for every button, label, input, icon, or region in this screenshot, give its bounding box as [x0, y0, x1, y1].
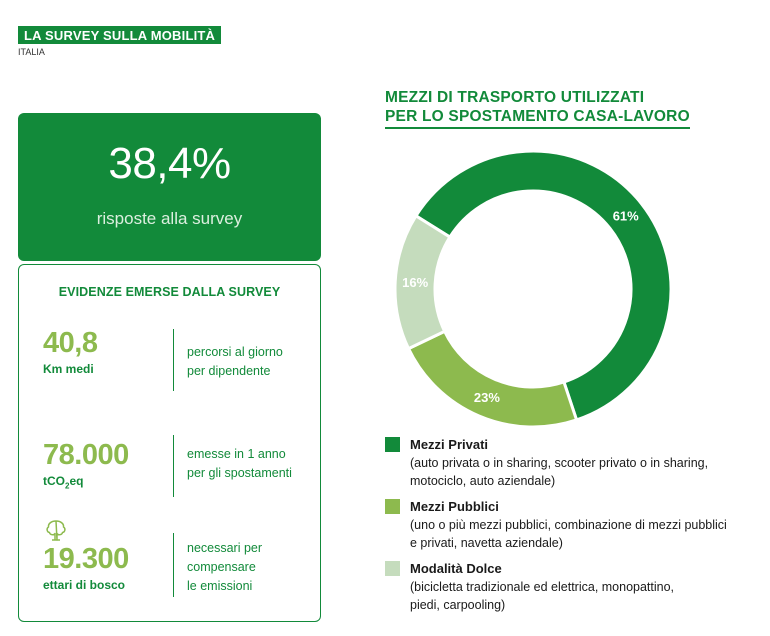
kpi-value: 38,4% [108, 139, 231, 188]
metric-description [187, 343, 283, 381]
metric-row-km [19, 329, 320, 409]
metric-row-forest [19, 517, 320, 597]
metric-value: 19.300 [43, 543, 129, 575]
donut-slice-pubblici [409, 331, 577, 427]
metric-value: 40,8 [43, 327, 98, 359]
legend-desc: piedi, carpooling) [410, 598, 506, 612]
header [18, 26, 221, 57]
divider [173, 329, 174, 391]
donut-chart [379, 148, 679, 438]
legend-desc: (uno o più mezzi pubblici, combinazione di mezzi pubblici [410, 518, 727, 532]
legend-desc: motociclo, auto aziendale) [410, 474, 556, 488]
desc-line: percorsi al giorno [187, 345, 283, 359]
evidence-panel [18, 264, 321, 622]
metric-description [187, 445, 292, 483]
kpi-label: risposte alla survey [96, 209, 243, 228]
slice-label-privati: 61% [612, 208, 639, 224]
desc-line: le emissioni [187, 579, 253, 593]
metric-value: 78.000 [43, 439, 129, 471]
header-tag: LA SURVEY SULLA MOBILITÀ [18, 26, 221, 44]
metric-forest [43, 545, 129, 592]
chart-title [385, 88, 690, 126]
metric-unit: tCO$_2$eq [43, 474, 84, 491]
metric-unit: Km medi [43, 362, 94, 376]
desc-line: per dipendente [187, 364, 271, 378]
metric-co2 [43, 441, 129, 490]
desc-line: per gli spostamenti [187, 466, 292, 480]
slice-label-pubblici: 23% [473, 390, 500, 406]
metric-km [43, 329, 97, 376]
tree-icon [43, 517, 69, 543]
legend-swatch [385, 499, 400, 514]
legend-item-pubblici [385, 498, 765, 552]
legend-desc: (auto privata o in sharing, scooter privato o in sharing, [410, 456, 709, 470]
legend-swatch [385, 437, 400, 452]
metric-description [187, 539, 262, 596]
chart-legend [385, 436, 765, 622]
metric-unit: ettari di bosco [43, 578, 126, 592]
kpi-card [18, 113, 321, 261]
header-subtitle: ITALIA [18, 47, 45, 57]
chart-title-line: PER LO SPOSTAMENTO CASA-LAVORO [385, 108, 690, 125]
divider [173, 435, 174, 497]
legend-item-privati [385, 436, 765, 490]
legend-item-dolce [385, 560, 765, 614]
legend-name: Mezzi Pubblici [410, 499, 499, 514]
legend-desc: (bicicletta tradizionale ed elettrica, monopattino, [410, 580, 675, 594]
legend-swatch [385, 561, 400, 576]
panel-title: EVIDENZE EMERSE DALLA SURVEY [58, 285, 281, 299]
metric-row-co2 [19, 441, 320, 521]
chart-title-line: MEZZI DI TRASPORTO UTILIZZATI [385, 89, 645, 106]
desc-line: emesse in 1 anno [187, 447, 286, 461]
legend-name: Modalità Dolce [410, 561, 502, 576]
legend-name: Mezzi Privati [410, 437, 489, 452]
divider [173, 533, 174, 597]
legend-desc: e privati, navetta aziendale) [410, 536, 563, 550]
desc-line: compensare [187, 560, 256, 574]
title-underline [385, 127, 690, 129]
desc-line: necessari per [187, 541, 263, 555]
slice-label-dolce: 16% [402, 274, 429, 290]
